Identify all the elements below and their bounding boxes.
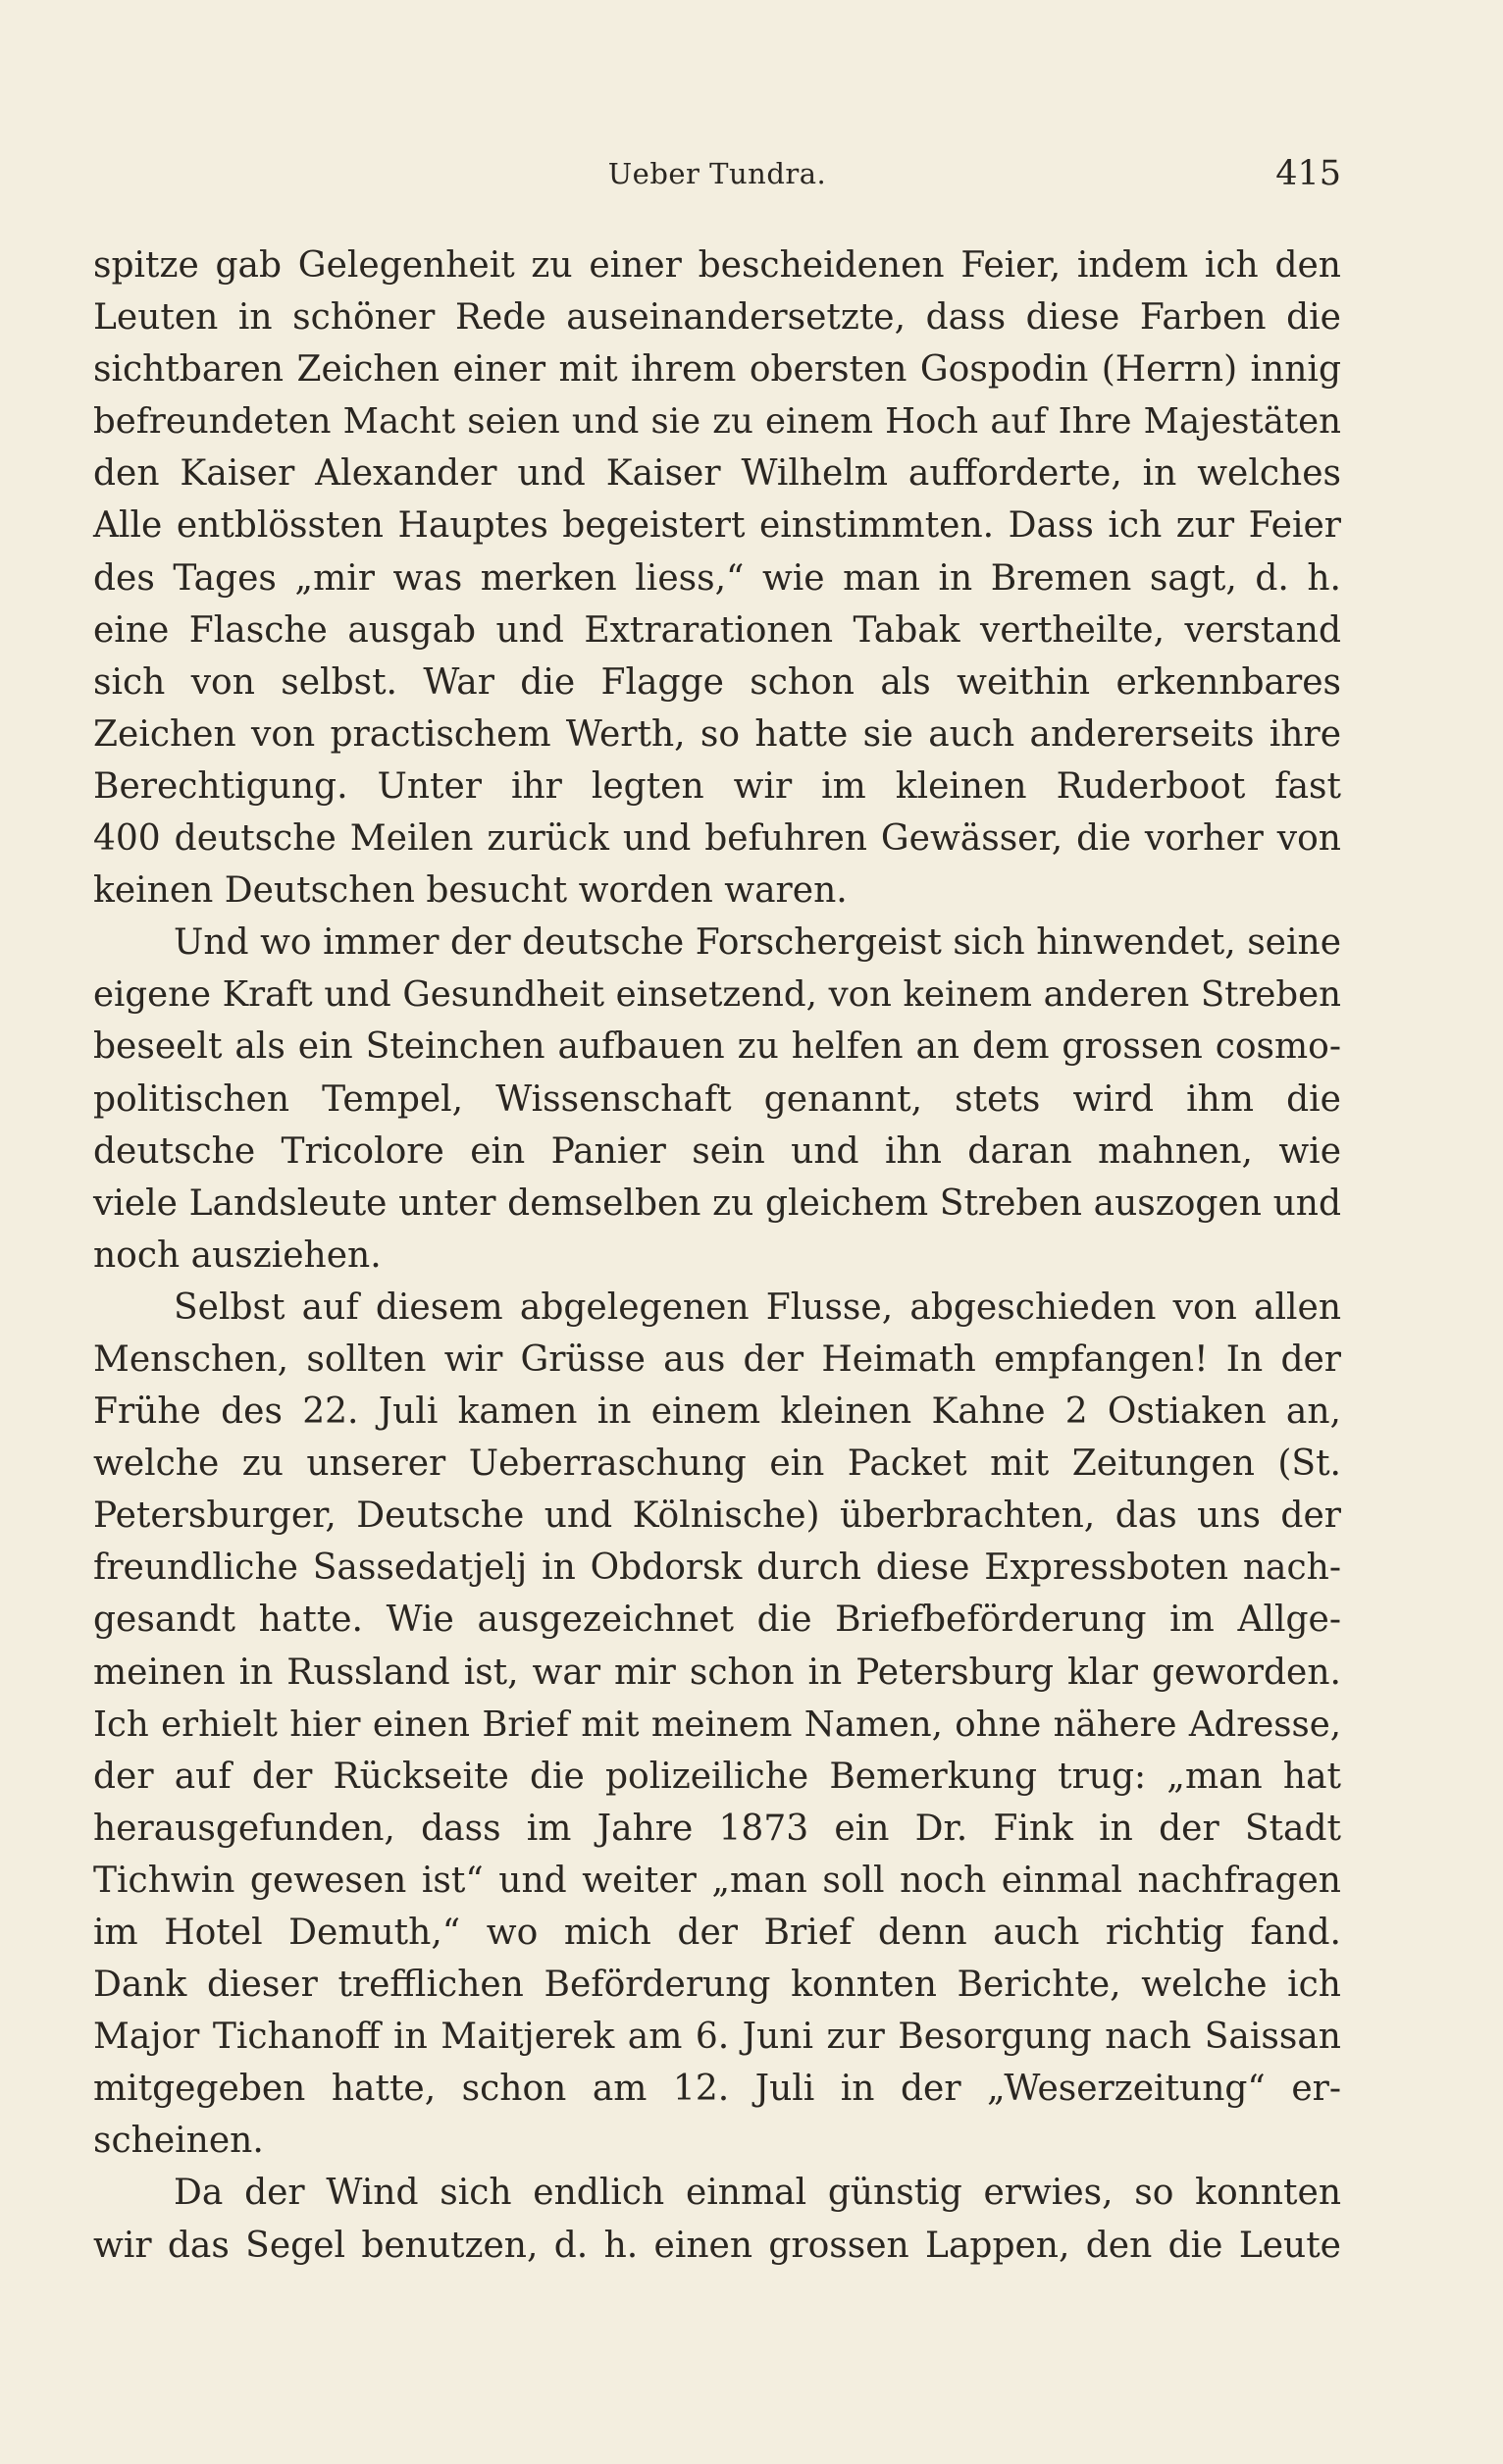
text-line: viele Landsleute unter demselben zu gleichem Streben auszogen und — [93, 1182, 1341, 1224]
text-line: gesandt hatte. Wie ausgezeichnet die Briefbeförderung im Allge- — [93, 1599, 1341, 1641]
text-line: scheinen. — [93, 2121, 264, 2162]
text-line: Frühe des 22. Juli kamen in einem kleinen Kahne 2 Ostiaken an, — [93, 1391, 1341, 1433]
text-line: spitze gab Gelegenheit zu einer bescheidenen Feier, indem ich den — [93, 245, 1341, 286]
text-line: deutsche Tricolore ein Panier sein und ihn daran mahnen, wie — [93, 1130, 1341, 1172]
text-line: Da der Wind sich endlich einmal günstig erwies, so konnten — [174, 2173, 1341, 2214]
text-line: Major Tichanoff in Maitjerek am 6. Juni zur Besorgung nach Saissan — [93, 2017, 1341, 2058]
text-line: Petersburger, Deutsche und Kölnische) überbrachten, das uns der — [93, 1495, 1341, 1537]
text-line: Tichwin gewesen ist“ und weiter „man soll noch einmal nachfragen — [93, 1860, 1341, 1901]
text-line: meinen in Russland ist, war mir schon in Petersburg klar geworden. — [93, 1651, 1341, 1693]
text-line: eine Flasche ausgab und Extrarationen Tabak vertheilte, verstand — [93, 609, 1341, 651]
text-line: des Tages „mir was merken liess,“ wie man in Bremen sagt, d. h. — [93, 557, 1341, 599]
running-title: Ueber Tundra. — [607, 157, 827, 190]
text-line: Dank dieser trefflichen Beförderung konnten Berichte, welche ich — [93, 1965, 1341, 2006]
text-line: Leuten in schöner Rede auseinandersetzte, dass diese Farben die — [93, 297, 1341, 339]
text-line: Ich erhielt hier einen Brief mit meinem Namen, ohne nähere Adresse, — [93, 1704, 1341, 1745]
text-line: den Kaiser Alexander und Kaiser Wilhelm aufforderte, in welches — [93, 453, 1341, 495]
text-line: Selbst auf diesem abgelegenen Flusse, abgeschieden von allen — [174, 1286, 1341, 1328]
page-header — [93, 149, 1341, 198]
text-line: sich von selbst. War die Flagge schon als weithin erkennbares — [93, 661, 1341, 703]
text-line: wir das Segel benutzen, d. h. einen grossen Lappen, den die Leute — [93, 2225, 1341, 2266]
text-line: mitgegeben hatte, schon am 12. Juli in der „Weserzeitung“ er- — [93, 2069, 1341, 2110]
text-line: im Hotel Demuth,“ wo mich der Brief denn auch richtig fand. — [93, 1913, 1341, 1953]
text-line: sichtbaren Zeichen einer mit ihrem obersten Gospodin (Herrn) innig — [93, 349, 1341, 391]
text-line: politischen Tempel, Wissenschaft genannt, stets wird ihm die — [93, 1078, 1341, 1120]
text-line: eigene Kraft und Gesundheit einsetzend, von keinem anderen Streben — [93, 974, 1341, 1016]
text-line: Berechtigung. Unter ihr legten wir im kleinen Ruderboot fast — [93, 765, 1341, 807]
text-line: Zeichen von practischem Werth, so hatte sie auch andererseits ihre — [93, 713, 1341, 755]
text-line: herausgefunden, dass im Jahre 1873 ein Dr. Fink in der Stadt — [93, 1808, 1341, 1849]
text-line: Und wo immer der deutsche Forschergeist sich hinwendet, seine — [174, 922, 1341, 964]
body-text — [93, 239, 1341, 2272]
text-line: keinen Deutschen besucht worden waren. — [93, 870, 848, 912]
text-line: 400 deutsche Meilen zurück und befuhren Gewässer, die vorher von — [93, 818, 1341, 860]
page-number: 415 — [1275, 154, 1341, 193]
text-line: Menschen, sollten wir Grüsse aus der Heimath empfangen! In der — [93, 1338, 1341, 1380]
text-line: noch ausziehen. — [93, 1234, 382, 1276]
text-line: beseelt als ein Steinchen aufbauen zu helfen an dem grossen cosmo- — [93, 1026, 1341, 1068]
text-line: freundliche Sassedatjelj in Obdorsk durch diese Expressboten nach- — [93, 1547, 1341, 1589]
text-line: welche zu unserer Ueberraschung ein Packet mit Zeitungen (St. — [93, 1443, 1341, 1485]
text-line: der auf der Rückseite die polizeiliche Bemerkung trug: „man hat — [93, 1756, 1341, 1797]
text-line: befreundeten Macht seien und sie zu einem Hoch auf Ihre Majestäten — [93, 401, 1341, 443]
text-line: Alle entblössten Hauptes begeistert einstimmten. Dass ich zur Feier — [93, 505, 1341, 547]
